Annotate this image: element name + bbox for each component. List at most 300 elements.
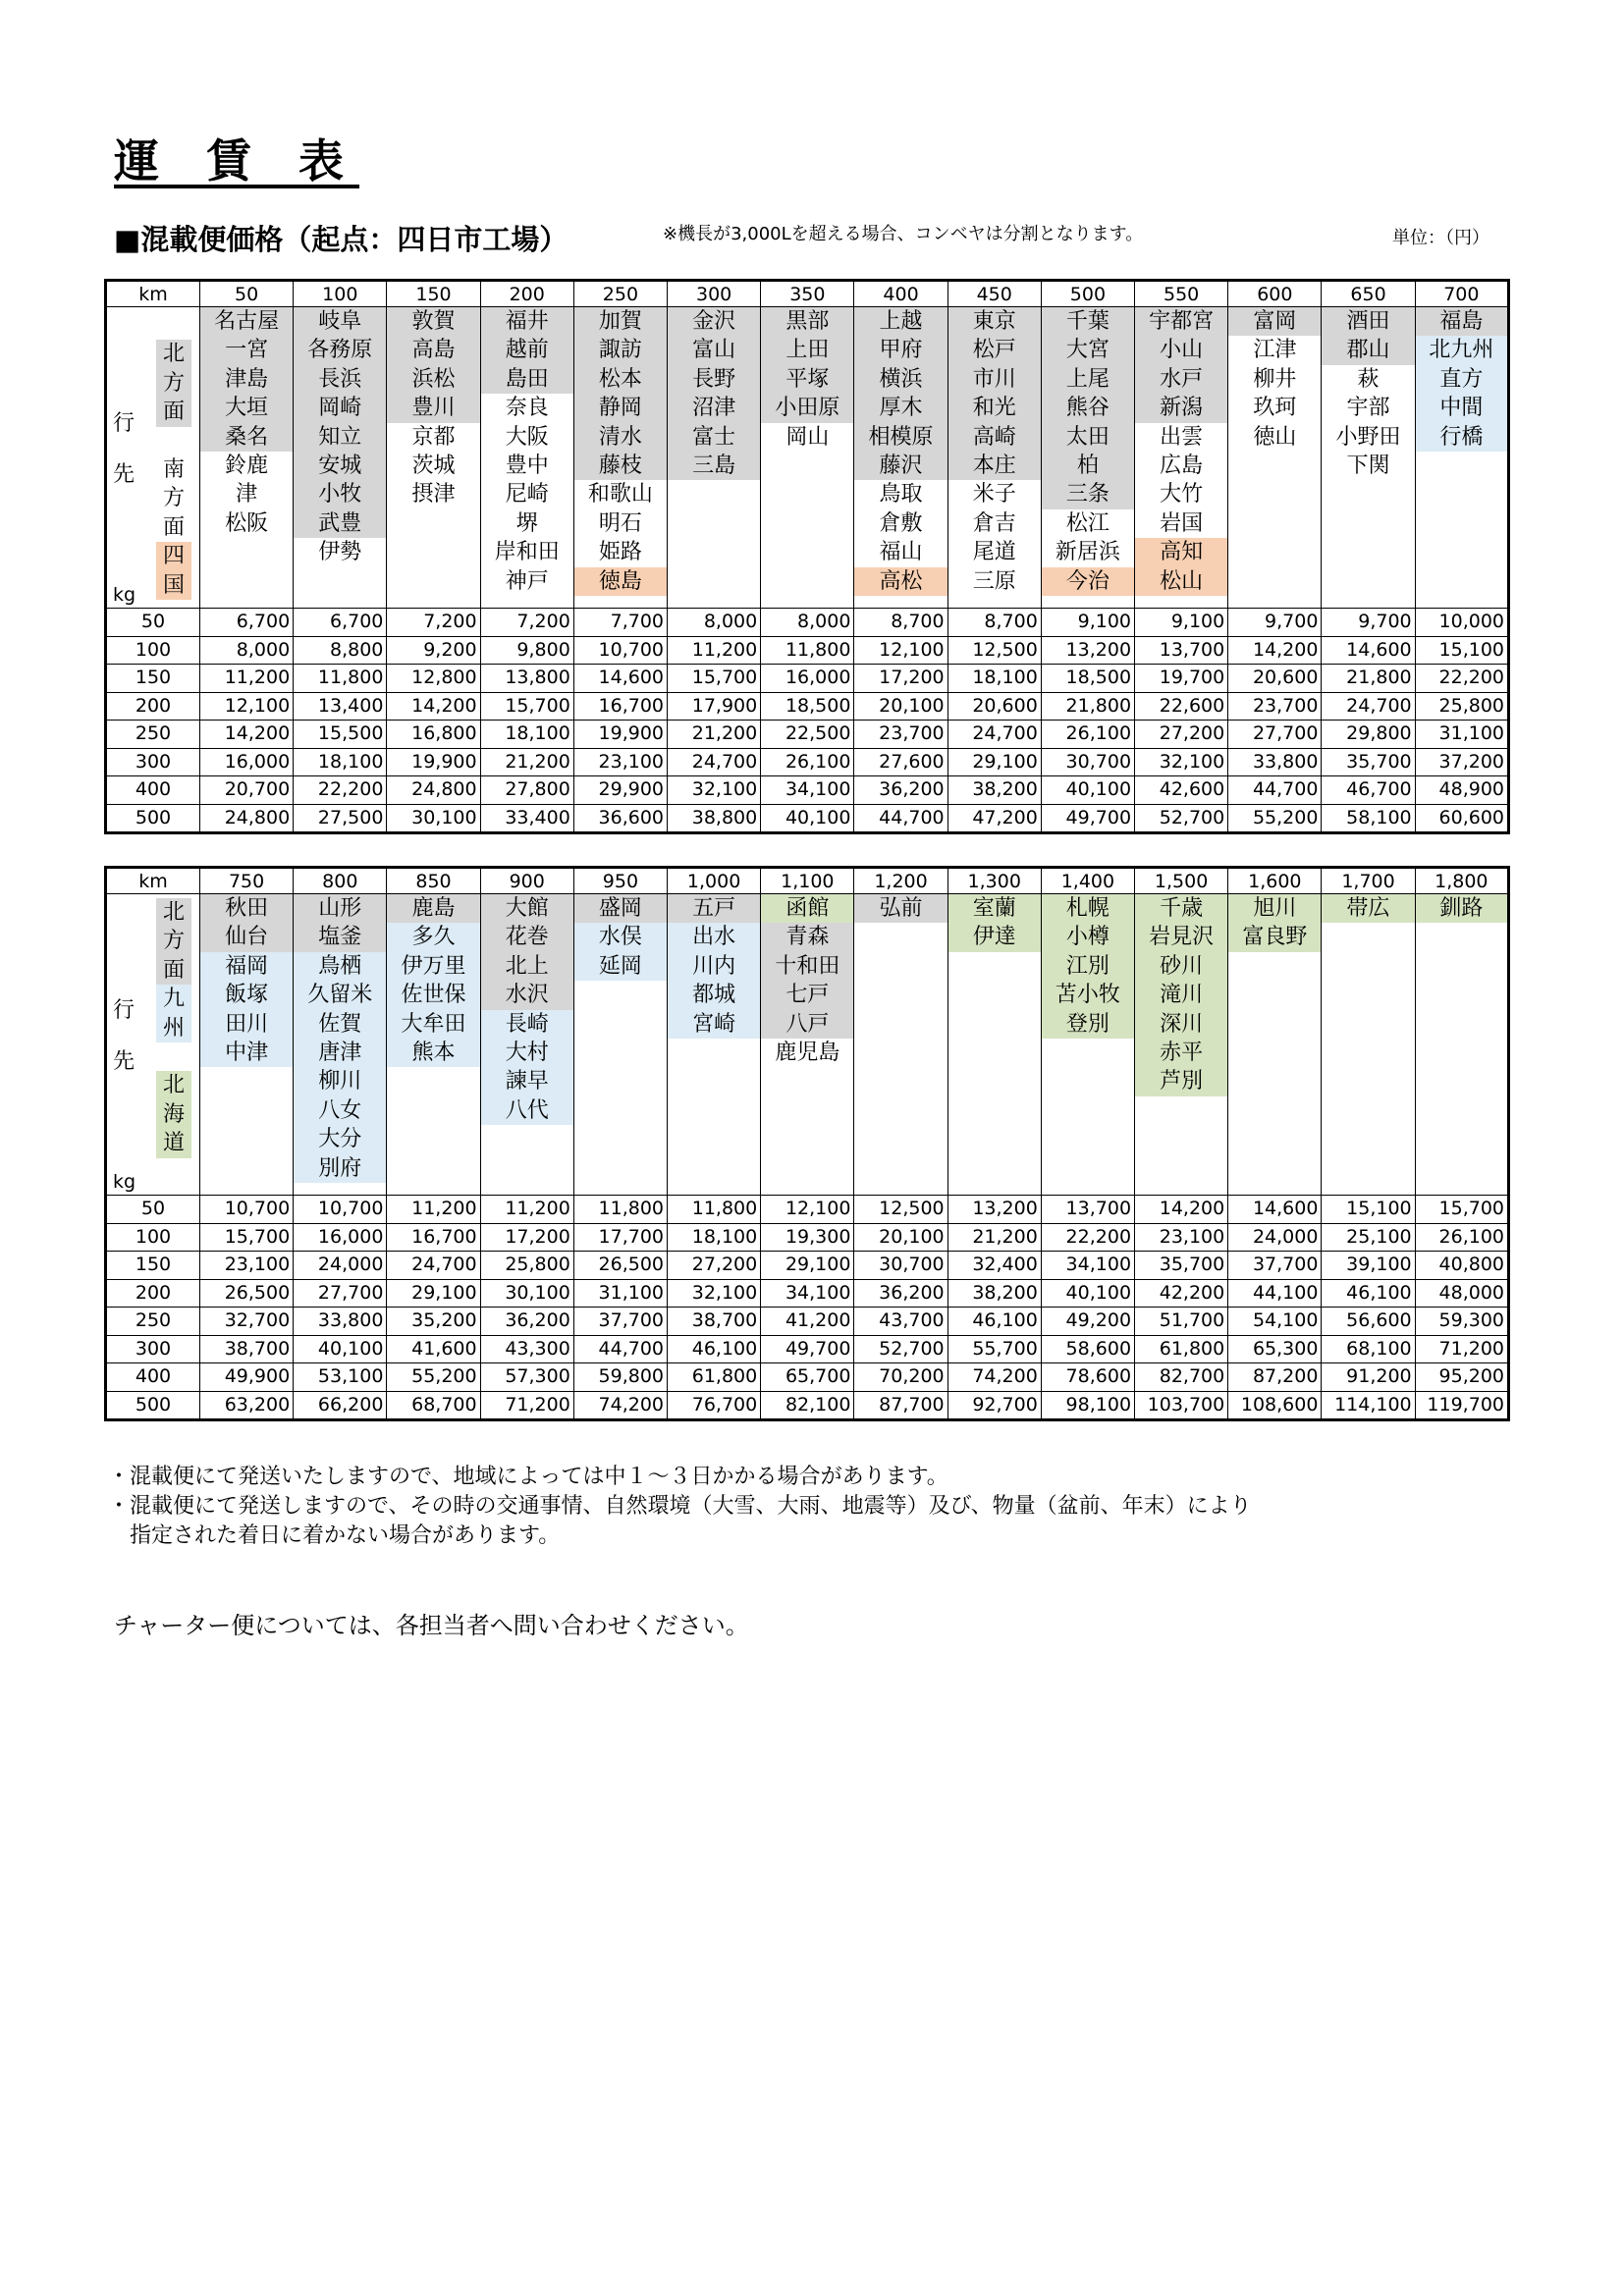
destination-city: 小山 — [1135, 336, 1227, 364]
destination-city: 倉吉 — [972, 510, 1016, 536]
km-value: 1,000 — [668, 868, 761, 894]
note-line-1: ・混載便にて発送いたしますので、地域によっては中１～３日かかる場合があります。 — [108, 1465, 948, 1489]
destination-city: 萩 — [1357, 366, 1380, 392]
price-cell: 19,700 — [1135, 665, 1228, 693]
price-cell: 34,100 — [1041, 1252, 1134, 1280]
destination-cell — [387, 307, 480, 609]
price-cell: 38,200 — [947, 1279, 1041, 1308]
destination-city: 福山 — [879, 540, 923, 565]
price-cell: 58,600 — [1041, 1335, 1134, 1363]
price-cell: 12,500 — [854, 1196, 947, 1224]
destination-city: 福岡 — [200, 952, 293, 981]
price-cell: 40,100 — [761, 804, 854, 833]
price-cell: 15,700 — [200, 1223, 294, 1252]
destination-city: 大垣 — [200, 394, 293, 422]
km-value: 750 — [200, 868, 294, 894]
price-cell: 29,100 — [761, 1252, 854, 1280]
price-row — [106, 748, 1509, 776]
price-cell: 8,000 — [200, 636, 294, 665]
destination-city: 柏 — [1042, 452, 1134, 480]
price-cell: 33,800 — [294, 1308, 387, 1336]
destination-city: 北九州 — [1416, 336, 1507, 364]
destination-cell — [668, 307, 761, 609]
price-cell: 27,600 — [854, 748, 947, 776]
price-row — [106, 1196, 1509, 1224]
price-cell: 21,800 — [1322, 665, 1415, 693]
weight-kg: 50 — [106, 609, 200, 637]
price-cell: 13,800 — [480, 665, 573, 693]
price-cell: 24,800 — [387, 776, 480, 805]
price-cell: 40,100 — [1041, 1279, 1134, 1308]
km-value: 1,800 — [1415, 868, 1508, 894]
km-value: 1,600 — [1228, 868, 1322, 894]
price-row — [106, 1391, 1509, 1420]
price-cell: 8,800 — [294, 636, 387, 665]
price-cell: 6,700 — [294, 609, 387, 637]
destination-city: 横浜 — [854, 365, 947, 394]
destination-cell — [761, 894, 854, 1196]
destination-city: 中間 — [1416, 394, 1507, 422]
destination-city: 摂津 — [411, 482, 456, 507]
destination-city: 八女 — [294, 1096, 386, 1125]
destination-city: 広島 — [1160, 453, 1204, 478]
destination-city: 別府 — [294, 1154, 386, 1183]
destination-city: 釧路 — [1416, 894, 1507, 923]
price-cell: 26,100 — [1041, 721, 1134, 749]
price-cell: 7,200 — [480, 609, 573, 637]
price-cell: 18,100 — [947, 665, 1041, 693]
price-cell: 29,800 — [1322, 721, 1415, 749]
destination-cell — [573, 307, 667, 609]
km-value: 700 — [1415, 281, 1508, 307]
destination-city: 東京 — [948, 307, 1041, 336]
km-value: 450 — [947, 281, 1041, 307]
destination-city: 仙台 — [200, 923, 293, 951]
destination-city: 松江 — [1065, 510, 1110, 536]
price-cell: 16,700 — [387, 1223, 480, 1252]
region-label: 南 方 面 — [162, 457, 185, 540]
price-cell: 55,200 — [387, 1363, 480, 1392]
price-cell: 59,300 — [1415, 1308, 1508, 1336]
destination-cell — [1415, 894, 1508, 1196]
destination-cell — [854, 894, 947, 1196]
destination-city: 室蘭 — [948, 894, 1041, 923]
note-line-3: 指定された着日に着かない場合があります。 — [108, 1523, 561, 1548]
km-value: 900 — [480, 868, 573, 894]
destination-city: 尾道 — [972, 540, 1016, 565]
price-cell: 13,700 — [1041, 1196, 1134, 1224]
price-cell: 31,100 — [573, 1279, 667, 1308]
price-cell: 22,200 — [1041, 1223, 1134, 1252]
price-cell: 13,400 — [294, 692, 387, 721]
weight-kg: 50 — [106, 1196, 200, 1224]
destination-city: 酒田 — [1322, 307, 1414, 336]
price-cell: 22,200 — [294, 776, 387, 805]
destination-city: 平塚 — [761, 365, 853, 394]
destination-city: 宮崎 — [668, 1010, 760, 1039]
weight-kg: 150 — [106, 665, 200, 693]
region-label: 九 州 — [156, 985, 191, 1042]
price-row — [106, 721, 1509, 749]
price-cell: 70,200 — [854, 1363, 947, 1392]
price-cell: 32,100 — [668, 1279, 761, 1308]
destination-city: 岩国 — [1160, 510, 1204, 536]
destination-city: 砂川 — [1135, 952, 1227, 981]
price-cell: 14,600 — [1228, 1196, 1322, 1224]
price-cell: 20,700 — [200, 776, 294, 805]
price-cell: 87,200 — [1228, 1363, 1322, 1392]
km-value: 1,700 — [1322, 868, 1415, 894]
price-cell: 11,200 — [387, 1196, 480, 1224]
destination-city: 倉敷 — [879, 510, 923, 536]
destination-city: 鹿児島 — [775, 1040, 840, 1065]
region-label: 北 方 面 — [156, 340, 191, 426]
price-cell: 26,500 — [200, 1279, 294, 1308]
price-cell: 23,100 — [200, 1252, 294, 1280]
price-cell: 10,700 — [573, 636, 667, 665]
price-cell: 21,200 — [668, 721, 761, 749]
destination-city: 今治 — [1042, 567, 1134, 596]
destination-city: 相模原 — [854, 423, 947, 452]
destination-cell — [1041, 894, 1134, 1196]
price-cell: 15,700 — [668, 665, 761, 693]
destination-city: 苫小牧 — [1042, 981, 1134, 1009]
destination-cell — [1228, 894, 1322, 1196]
weight-kg: 400 — [106, 776, 200, 805]
price-cell: 30,100 — [480, 1279, 573, 1308]
destination-cell — [668, 894, 761, 1196]
km-value: 800 — [294, 868, 387, 894]
destination-city: 一宮 — [200, 336, 293, 364]
region-label: 北 海 道 — [156, 1071, 191, 1157]
price-cell: 44,100 — [1228, 1279, 1322, 1308]
km-value: 650 — [1322, 281, 1415, 307]
destination-cell — [294, 894, 387, 1196]
destination-city: 京都 — [411, 424, 456, 450]
destination-cell — [1135, 307, 1228, 609]
price-cell: 74,200 — [573, 1391, 667, 1420]
price-cell: 29,100 — [387, 1279, 480, 1308]
price-cell: 17,200 — [854, 665, 947, 693]
destination-city: 小牧 — [294, 480, 386, 508]
price-cell: 20,600 — [947, 692, 1041, 721]
price-cell: 47,200 — [947, 804, 1041, 833]
price-cell: 9,700 — [1322, 609, 1415, 637]
km-value: 100 — [294, 281, 387, 307]
price-cell: 26,100 — [761, 748, 854, 776]
price-cell: 103,700 — [1135, 1391, 1228, 1420]
price-cell: 37,700 — [1228, 1252, 1322, 1280]
destination-city: 神戸 — [505, 568, 549, 594]
price-row — [106, 1335, 1509, 1363]
destination-city: 上越 — [854, 307, 947, 336]
price-cell: 11,800 — [668, 1196, 761, 1224]
price-cell: 24,700 — [947, 721, 1041, 749]
note-line-2: ・混載便にて発送しますので、その時の交通事情、自然環境（大雪、大雨、地震等）及び、物量（盆前、年末）により — [108, 1494, 1252, 1519]
price-cell: 32,400 — [947, 1252, 1041, 1280]
destination-city: 武豊 — [294, 509, 386, 538]
label-saki: 先 — [113, 1049, 135, 1074]
price-cell: 23,700 — [854, 721, 947, 749]
price-cell: 38,800 — [668, 804, 761, 833]
km-value: 300 — [668, 281, 761, 307]
destination-cell — [1228, 307, 1322, 609]
destination-city: 津島 — [200, 365, 293, 394]
destination-city: 七戸 — [761, 981, 853, 1009]
price-cell: 40,100 — [1041, 776, 1134, 805]
price-cell: 52,700 — [854, 1335, 947, 1363]
price-cell: 27,500 — [294, 804, 387, 833]
destination-city: 松本 — [574, 365, 667, 394]
destination-city: 市川 — [948, 365, 1041, 394]
price-cell: 56,600 — [1322, 1308, 1415, 1336]
destination-city: 甲府 — [854, 336, 947, 364]
price-cell: 98,100 — [1041, 1391, 1134, 1420]
price-cell: 18,100 — [480, 721, 573, 749]
price-row — [106, 636, 1509, 665]
destination-city: 水沢 — [481, 981, 573, 1009]
price-cell: 27,700 — [294, 1279, 387, 1308]
price-cell: 43,700 — [854, 1308, 947, 1336]
price-cell: 48,900 — [1415, 776, 1508, 805]
label-gyo: 行 — [113, 997, 135, 1023]
destination-city: 佐賀 — [294, 1010, 386, 1039]
price-cell: 37,700 — [573, 1308, 667, 1336]
price-cell: 12,100 — [200, 692, 294, 721]
destination-city: 札幌 — [1042, 894, 1134, 923]
destination-city: 大分 — [294, 1125, 386, 1153]
price-cell: 10,000 — [1415, 609, 1508, 637]
weight-kg: 500 — [106, 804, 200, 833]
destination-city: 尼崎 — [505, 482, 549, 507]
price-cell: 49,700 — [761, 1335, 854, 1363]
km-value: 950 — [573, 868, 667, 894]
destination-city: 大阪 — [505, 424, 549, 450]
destination-city: 島田 — [481, 365, 573, 394]
destination-city: 和歌山 — [587, 482, 653, 507]
destination-city: 小樽 — [1042, 923, 1134, 951]
price-cell: 31,100 — [1415, 721, 1508, 749]
destination-city: 大竹 — [1160, 482, 1204, 507]
price-cell: 42,600 — [1135, 776, 1228, 805]
destination-city: 北上 — [481, 952, 573, 981]
length-note: ※機長が3,000Lを超える場合、コンベヤは分割となります。 — [663, 224, 1144, 244]
price-cell: 15,100 — [1415, 636, 1508, 665]
price-cell: 65,300 — [1228, 1335, 1322, 1363]
destination-city: 松戸 — [948, 336, 1041, 364]
destination-city: 登別 — [1042, 1010, 1134, 1039]
price-cell: 24,700 — [387, 1252, 480, 1280]
destination-city: 直方 — [1416, 365, 1507, 394]
destination-city: 岸和田 — [494, 540, 560, 565]
price-cell: 82,700 — [1135, 1363, 1228, 1392]
destination-city: 三島 — [668, 452, 760, 480]
price-cell: 34,100 — [761, 776, 854, 805]
km-value: 600 — [1228, 281, 1322, 307]
price-cell: 35,700 — [1135, 1252, 1228, 1280]
price-cell: 44,700 — [573, 1335, 667, 1363]
destination-city: 藤枝 — [574, 452, 667, 480]
price-cell: 82,100 — [761, 1391, 854, 1420]
destination-city: 新居浜 — [1055, 540, 1120, 565]
destination-city: 諏訪 — [574, 336, 667, 364]
price-cell: 20,100 — [854, 692, 947, 721]
price-cell: 114,100 — [1322, 1391, 1415, 1420]
destination-city: 高知 — [1135, 538, 1227, 566]
price-cell: 14,200 — [1135, 1196, 1228, 1224]
price-cell: 22,500 — [761, 721, 854, 749]
price-cell: 57,300 — [480, 1363, 573, 1392]
weight-kg: 150 — [106, 1252, 200, 1280]
destination-city: 富岡 — [1228, 307, 1321, 336]
price-cell: 16,000 — [200, 748, 294, 776]
destination-city: 伊万里 — [387, 952, 479, 981]
destination-city: 芦別 — [1135, 1067, 1227, 1095]
destination-city: 弘前 — [854, 894, 947, 923]
price-cell: 32,700 — [200, 1308, 294, 1336]
price-cell: 9,100 — [1135, 609, 1228, 637]
destination-city: 富良野 — [1228, 923, 1321, 951]
price-cell: 8,700 — [854, 609, 947, 637]
price-row — [106, 692, 1509, 721]
price-cell: 22,600 — [1135, 692, 1228, 721]
unit-label: 単位：（円） — [1392, 228, 1489, 248]
price-cell: 11,200 — [200, 665, 294, 693]
destination-city: 赤平 — [1135, 1039, 1227, 1067]
price-cell: 32,100 — [1135, 748, 1228, 776]
destination-city: 上尾 — [1042, 365, 1134, 394]
price-cell: 9,800 — [480, 636, 573, 665]
price-cell: 25,100 — [1322, 1223, 1415, 1252]
destination-cell — [854, 307, 947, 609]
destination-city: 延岡 — [574, 952, 667, 981]
destination-city: 田川 — [200, 1010, 293, 1039]
destination-city: 岐阜 — [294, 307, 386, 336]
destination-city: 塩釜 — [294, 923, 386, 951]
destination-city: 水戸 — [1135, 365, 1227, 394]
price-cell: 38,700 — [200, 1335, 294, 1363]
destination-city: 水俣 — [574, 923, 667, 951]
destination-city: 岡崎 — [294, 394, 386, 422]
price-cell: 49,700 — [1041, 804, 1134, 833]
price-cell: 20,600 — [1228, 665, 1322, 693]
price-row — [106, 609, 1509, 637]
price-cell: 27,700 — [1228, 721, 1322, 749]
price-cell: 87,700 — [854, 1391, 947, 1420]
price-cell: 76,700 — [668, 1391, 761, 1420]
destination-city: 黒部 — [761, 307, 853, 336]
destination-city: 敦賀 — [387, 307, 479, 336]
km-value: 550 — [1135, 281, 1228, 307]
destination-city: 静岡 — [574, 394, 667, 422]
price-cell: 53,100 — [294, 1363, 387, 1392]
price-row — [106, 1308, 1509, 1336]
destination-cell — [947, 307, 1041, 609]
price-cell: 44,700 — [854, 804, 947, 833]
price-cell: 49,200 — [1041, 1308, 1134, 1336]
price-cell: 58,100 — [1322, 804, 1415, 833]
km-value: 1,100 — [761, 868, 854, 894]
price-cell: 36,600 — [573, 804, 667, 833]
destination-city: 松山 — [1135, 567, 1227, 596]
destination-city: 佐世保 — [387, 981, 479, 1009]
destination-city: 行橋 — [1416, 423, 1507, 452]
km-value: 150 — [387, 281, 480, 307]
destination-city: 奈良 — [505, 396, 549, 421]
destination-city: 越前 — [481, 336, 573, 364]
price-cell: 18,500 — [761, 692, 854, 721]
km-value: 500 — [1041, 281, 1134, 307]
km-value: 50 — [200, 281, 294, 307]
km-header-row — [106, 281, 1509, 307]
price-row — [106, 1223, 1509, 1252]
destination-cell — [1322, 894, 1415, 1196]
price-cell: 51,700 — [1135, 1308, 1228, 1336]
price-cell: 61,800 — [668, 1363, 761, 1392]
destination-city: 江別 — [1042, 952, 1134, 981]
destination-city: 桑名 — [200, 423, 293, 452]
weight-kg: 100 — [106, 636, 200, 665]
destination-city: 加賀 — [574, 307, 667, 336]
destination-city: 上田 — [761, 336, 853, 364]
km-label: km — [106, 281, 200, 307]
price-cell: 35,700 — [1322, 748, 1415, 776]
price-cell: 38,700 — [668, 1308, 761, 1336]
price-cell: 36,200 — [854, 1279, 947, 1308]
destination-city: 五戸 — [668, 894, 760, 923]
destination-city: 八代 — [481, 1096, 573, 1125]
price-row — [106, 1279, 1509, 1308]
destination-city: 金沢 — [668, 307, 760, 336]
weight-kg: 250 — [106, 721, 200, 749]
price-cell: 12,100 — [854, 636, 947, 665]
destination-city: 十和田 — [761, 952, 853, 981]
price-cell: 8,000 — [761, 609, 854, 637]
price-cell: 23,100 — [573, 748, 667, 776]
price-cell: 12,100 — [761, 1196, 854, 1224]
price-cell: 17,700 — [573, 1223, 667, 1252]
price-cell: 19,300 — [761, 1223, 854, 1252]
price-cell: 24,700 — [668, 748, 761, 776]
weight-kg: 300 — [106, 1335, 200, 1363]
destination-city: 鈴鹿 — [225, 453, 269, 478]
destination-city: 浜松 — [387, 365, 479, 394]
destination-city: 明石 — [598, 510, 642, 536]
km-value: 1,500 — [1135, 868, 1228, 894]
price-cell: 24,000 — [1228, 1223, 1322, 1252]
price-cell: 38,200 — [947, 776, 1041, 805]
price-cell: 25,800 — [480, 1252, 573, 1280]
destination-city: 福井 — [481, 307, 573, 336]
destination-city: 鳥栖 — [294, 952, 386, 981]
destination-city: 大村 — [481, 1039, 573, 1067]
price-cell: 12,800 — [387, 665, 480, 693]
weight-kg: 200 — [106, 692, 200, 721]
price-cell: 11,200 — [480, 1196, 573, 1224]
destination-city: 千歳 — [1135, 894, 1227, 923]
price-cell: 44,700 — [1228, 776, 1322, 805]
destination-city: 三条 — [1042, 480, 1134, 508]
price-cell: 25,800 — [1415, 692, 1508, 721]
price-cell: 66,200 — [294, 1391, 387, 1420]
price-cell: 11,200 — [668, 636, 761, 665]
price-cell: 15,500 — [294, 721, 387, 749]
price-cell: 68,700 — [387, 1391, 480, 1420]
km-value: 400 — [854, 281, 947, 307]
price-cell: 21,200 — [947, 1223, 1041, 1252]
destination-city: 高島 — [387, 336, 479, 364]
destination-city: 姫路 — [598, 540, 642, 565]
